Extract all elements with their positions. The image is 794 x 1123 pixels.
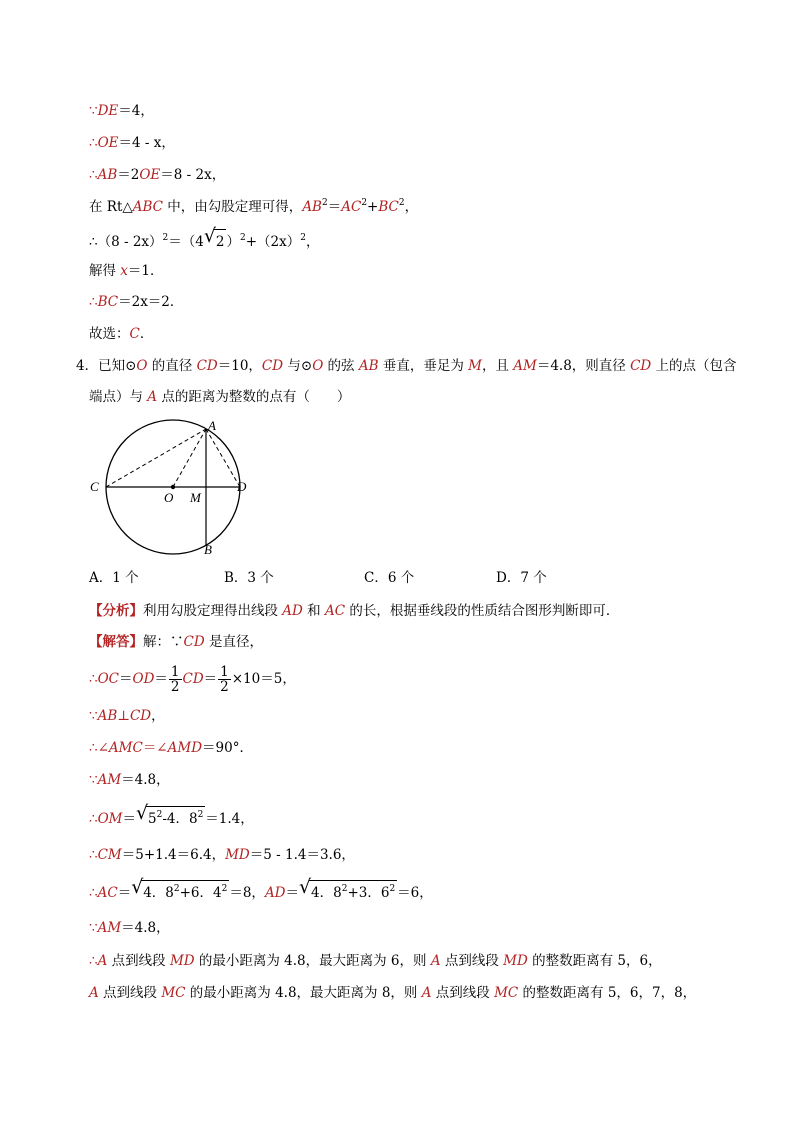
- solution-line-bc: ∴BC＝2x＝2．: [89, 294, 184, 310]
- step-am: ∵AM＝4.8，: [89, 772, 170, 788]
- center-point-o: [171, 485, 175, 489]
- question-4-line-1: 4．已知⊙O 的直径 CD＝10，CD 与⊙O 的弦 AB 垂直，垂足为 M，且 AM＝4.8，则直径 CD 上的点（包含: [76, 358, 737, 374]
- question-4-line-2: 端点）与 A 点的距离为整数的点有（ ）: [89, 389, 351, 405]
- segment-ac: [106, 429, 206, 487]
- solution-line-pythagoras: 在 Rt△ABC 中，由勾股定理可得，$AB^2=AC^2+BC^2$，: [89, 198, 419, 215]
- option-b: B．3 个: [224, 570, 274, 586]
- sqrt-symbol: √ 4．$8^2+6$．$4^2$: [131, 876, 228, 901]
- step-cm-md: ∴CM＝5+1.4＝6.4，MD＝5 - 1.4＝3.6，: [89, 847, 355, 863]
- step-om: ∴OM＝ √ $5^2-4$．$8^2 =1.4$，: [89, 802, 254, 827]
- option-c: C．6 个: [364, 570, 415, 586]
- solution-line-solve: 解得 x＝1．: [89, 263, 164, 279]
- label-m: M: [190, 490, 201, 505]
- sqrt-symbol: √ $5^2-4$．$8^2$: [135, 802, 204, 827]
- fraction-half: $\frac{1}{2}$: [220, 664, 229, 695]
- sqrt-symbol: √ 4．$8^2+3$．$6^2$: [299, 876, 396, 901]
- answer-line: 【解答】解：∵CD 是直径，: [89, 634, 263, 650]
- solution-line-de: ∵DE＝4，: [89, 103, 154, 119]
- solution-line-oe: ∴OE＝4 - x，: [89, 135, 175, 151]
- solution-line-choice: 故选：C．: [89, 326, 154, 342]
- sqrt-symbol: √ 2: [203, 225, 225, 250]
- label-o: O: [164, 490, 174, 505]
- solution-line-equation: ∴（8 - 2x）$^2$＝（4 √ 2 ）$^2+(2x)^2$，: [89, 225, 320, 250]
- step-ac-ad: ∴AC＝ √ 4．$8^2+6$．$4^2 =8$，AD＝ √ 4．$8^2+3$．$6^2 =6$，: [89, 876, 433, 901]
- segment-ad: [206, 429, 240, 487]
- label-d: D: [237, 479, 247, 494]
- step-mc-distance: A 点到线段 MC 的最小距离为 4.8，最大距离为 8，则 A 点到线段 MC 的整数距离有 5，6，7，8，: [89, 985, 697, 1001]
- solution-line-ab: ∴AB＝2OE＝8 - 2x，: [89, 167, 226, 183]
- circle-geometry-figure: [86, 418, 256, 558]
- step-am-repeat: ∵AM＝4.8，: [89, 920, 170, 936]
- step-right-angle: ∴∠AMC＝∠AMD＝90°．: [89, 740, 253, 756]
- option-d: D．7 个: [496, 570, 547, 586]
- label-c: C: [90, 479, 99, 494]
- option-a: A．1 个: [89, 570, 139, 586]
- label-b: B: [204, 542, 212, 557]
- step-radius: ∴OC＝OD＝ $\frac{1}{2}$ CD＝ $\frac{1}{2}$ ×10＝5，: [89, 664, 296, 695]
- step-perpendicular: ∵AB⊥CD，: [89, 708, 165, 724]
- label-a: A: [208, 418, 216, 433]
- analysis-line: 【分析】利用勾股定理得出线段 AD 和 AC 的长，根据垂线段的性质结合图形判断即可．: [89, 603, 620, 619]
- fraction-half: $\frac{1}{2}$: [170, 664, 180, 695]
- step-md-distance: ∴A 点到线段 MD 的最小距离为 4.8，最大距离为 6，则 A 点到线段 MD 的整数距离有 5，6，: [89, 953, 662, 969]
- segment-ao: [173, 429, 206, 487]
